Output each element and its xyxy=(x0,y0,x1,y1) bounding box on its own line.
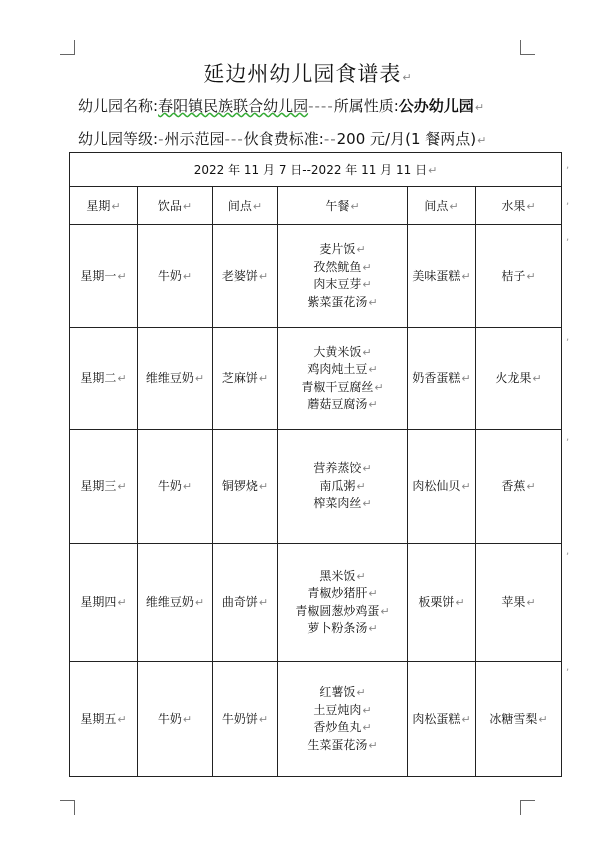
kindergarten-info-line: 幼儿园名称:春阳镇民族联合幼儿园----所属性质:公办幼儿园↵ xyxy=(78,97,485,115)
lunch-dish: 榨菜肉丝↵ xyxy=(313,496,372,511)
cell-snack1: 铜锣烧↵ xyxy=(213,430,278,544)
table-row xyxy=(70,544,562,662)
grade-value: 州示范园 xyxy=(164,130,225,148)
cell-snack2: 奶香蛋糕↵ xyxy=(408,328,476,430)
cell-snack2: 肉松仙贝↵ xyxy=(408,430,476,544)
lunch-dish: 红薯饭↵ xyxy=(319,685,366,699)
lunch-dish: 孜然鱿鱼↵ xyxy=(313,259,372,274)
header-snack2: 间点↵ xyxy=(408,187,476,225)
cell-snack1: 老婆饼↵ xyxy=(213,225,278,328)
side-mark: , xyxy=(566,196,570,207)
cell-lunch xyxy=(278,662,408,777)
cell-day: 星期二↵ xyxy=(70,328,138,430)
lunch-dish: 生菜蛋花汤↵ xyxy=(307,737,378,752)
cell-day: 星期一↵ xyxy=(70,225,138,328)
page-corner-top-left xyxy=(60,40,75,55)
menu-table xyxy=(69,152,562,777)
cell-drink: 维维豆奶↵ xyxy=(138,328,213,430)
cell-lunch xyxy=(278,544,408,662)
grade-label: 幼儿园等级: xyxy=(78,130,159,148)
cell-day: 星期四↵ xyxy=(70,544,138,662)
lunch-dish: 大黄米饭↵ xyxy=(313,344,372,359)
lunch-dish: 紫菜蛋花汤↵ xyxy=(307,294,378,309)
cell-day: 星期五↵ xyxy=(70,662,138,777)
lunch-dish: 萝卜粉条汤↵ xyxy=(307,621,378,635)
kindergarten-name: 春阳镇民族联合幼儿园 xyxy=(158,97,309,115)
side-mark: , xyxy=(566,546,570,557)
lunch-dish: 土豆炖肉↵ xyxy=(313,702,372,717)
lunch-dish: 蘑菇豆腐汤↵ xyxy=(307,397,378,411)
cell-fruit: 桔子↵ xyxy=(476,225,562,328)
kindergarten-grade-line: 幼儿园等级:-州示范园---伙食费标准:--200 元/月(1 餐两点)↵ xyxy=(78,130,487,148)
table-row xyxy=(70,328,562,430)
table-row xyxy=(70,662,562,777)
lunch-dish: 鸡肉炖土豆↵ xyxy=(307,362,378,376)
fee-value: 200 元/月(1 餐两点) xyxy=(336,130,477,148)
cell-snack2: 美味蛋糕↵ xyxy=(408,225,476,328)
fee-label: 伙食费标准: xyxy=(243,130,324,148)
header-fruit: 水果↵ xyxy=(476,187,562,225)
lunch-dish: 营养蒸饺↵ xyxy=(313,461,372,476)
side-mark: , xyxy=(566,160,570,171)
cell-drink: 牛奶↵ xyxy=(138,662,213,777)
cell-snack1: 曲奇饼↵ xyxy=(213,544,278,662)
cell-lunch xyxy=(278,225,408,328)
cell-lunch xyxy=(278,328,408,430)
cell-snack1: 芝麻饼↵ xyxy=(213,328,278,430)
cell-snack1: 牛奶饼↵ xyxy=(213,662,278,777)
side-mark: , xyxy=(566,432,570,443)
lunch-dish: 香炒鱼丸↵ xyxy=(313,720,372,734)
lunch-dish: 麦片饭↵ xyxy=(319,242,366,256)
side-mark: , xyxy=(566,232,570,243)
side-mark: , xyxy=(566,332,570,343)
nature-label: 所属性质: xyxy=(333,97,399,115)
side-mark: , xyxy=(566,662,570,673)
header-day: 星期↵ xyxy=(70,187,138,225)
cell-drink: 牛奶↵ xyxy=(138,225,213,328)
table-row xyxy=(70,225,562,328)
lunch-dish: 黑米饭↵ xyxy=(319,568,366,583)
cell-snack2: 板栗饼↵ xyxy=(408,544,476,662)
header-drink: 饮品↵ xyxy=(138,187,213,225)
cell-fruit: 香蕉↵ xyxy=(476,430,562,544)
table-row xyxy=(70,430,562,544)
lunch-dish: 青椒干豆腐丝↵ xyxy=(301,379,384,394)
cell-fruit: 冰糖雪梨↵ xyxy=(476,662,562,777)
page-corner-bottom-right xyxy=(520,800,535,815)
header-lunch: 午餐↵ xyxy=(278,187,408,225)
cell-fruit: 火龙果↵ xyxy=(476,328,562,430)
nature-value: 公办幼儿园 xyxy=(398,97,474,115)
cell-fruit: 苹果↵ xyxy=(476,544,562,662)
page-title: 延边州幼儿园食谱表↵ xyxy=(203,62,413,86)
lunch-dish: 肉末豆芽↵ xyxy=(313,277,372,291)
header-snack1: 间点↵ xyxy=(213,187,278,225)
page-corner-top-right xyxy=(520,40,535,55)
lunch-dish: 青椒炒猪肝↵ xyxy=(307,586,378,600)
kindergarten-name-label: 幼儿园名称: xyxy=(78,97,159,115)
lunch-dish: 南瓜粥↵ xyxy=(319,478,366,493)
page-corner-bottom-left xyxy=(60,800,75,815)
cell-snack2: 肉松蛋糕↵ xyxy=(408,662,476,777)
cell-drink: 牛奶↵ xyxy=(138,430,213,544)
cell-drink: 维维豆奶↵ xyxy=(138,544,213,662)
lunch-dish: 青椒圆葱炒鸡蛋↵ xyxy=(295,603,390,618)
date-range-cell: 2022 年 11 月 7 日--2022 年 11 月 11 日↵ xyxy=(70,153,562,187)
cell-day: 星期三↵ xyxy=(70,430,138,544)
cell-lunch xyxy=(278,430,408,544)
